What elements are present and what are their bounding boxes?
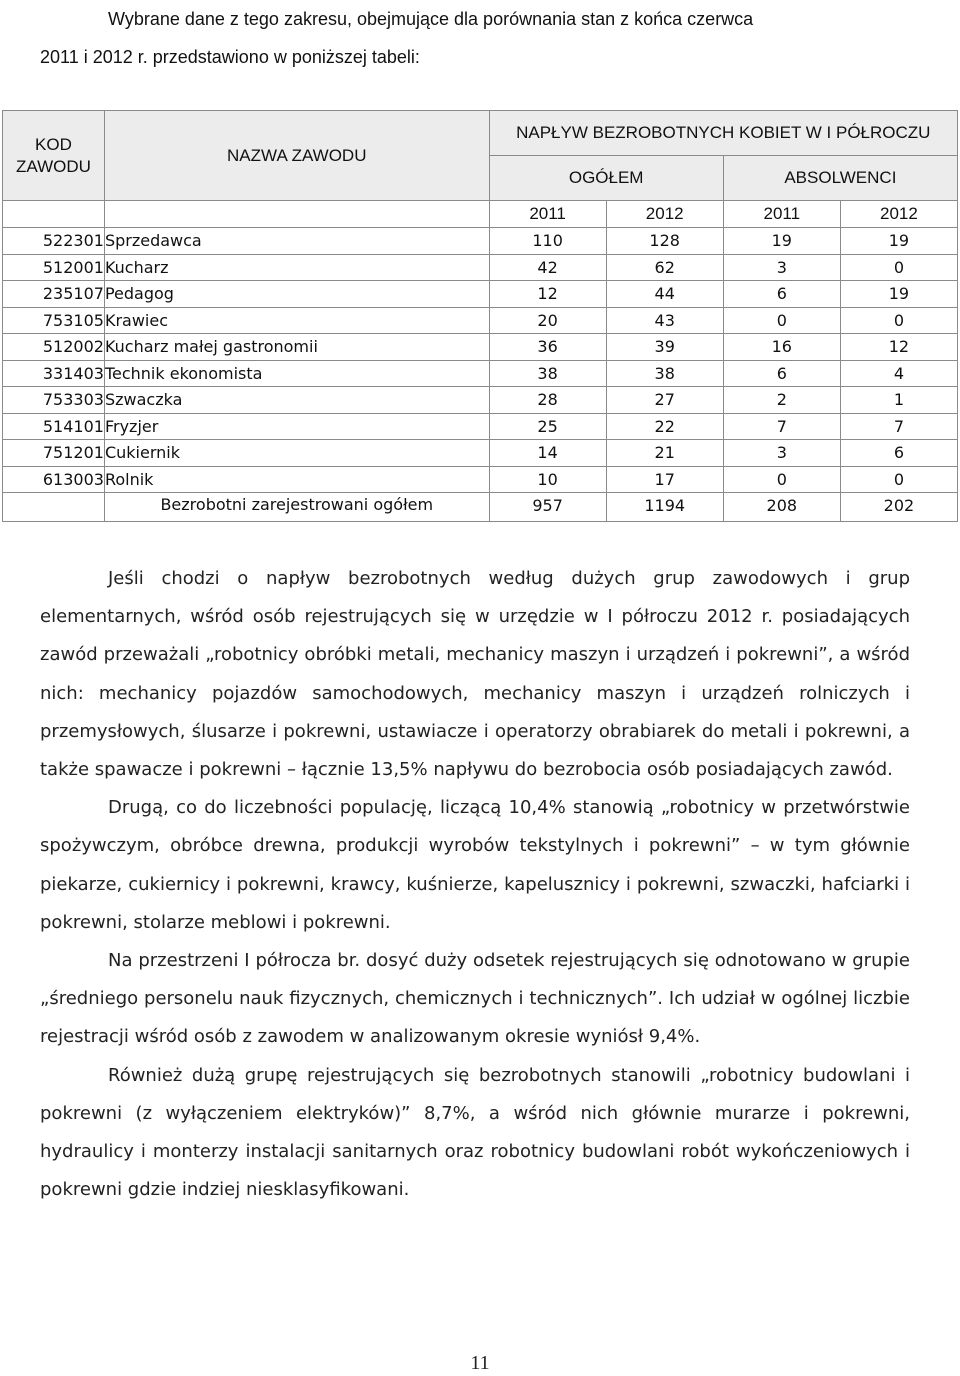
row-value: 42 (489, 254, 606, 281)
row-value: 27 (606, 387, 723, 414)
row-code: 751201 (3, 440, 105, 467)
header-year: 2011 (489, 201, 606, 228)
total-value: 208 (723, 493, 840, 522)
paragraph: Na przestrzeni I półrocza br. dosyć duży odsetek rejestrujących się odnotowano w grupie „średniego personelu nauk fizycznych, chemicznych i technicznych”. Ich udział w ogólnej liczbie rejestracji wśród osób z zawodem w analizowanym okresie wyniósł 9,4%. (40, 950, 910, 1048)
row-value: 6 (723, 281, 840, 308)
header-empty-code (3, 201, 105, 228)
row-value: 3 (723, 254, 840, 281)
total-value: 957 (489, 493, 606, 522)
table-row (3, 360, 958, 387)
row-value: 19 (723, 228, 840, 255)
row-value: 21 (606, 440, 723, 467)
intro-line-2: 2011 i 2012 r. przedstawiono w poniższej tabeli: (40, 47, 420, 67)
paragraph: Drugą, co do liczebności populację, liczącą 10,4% stanowią „robotnicy w przetwórstwie spożywczym, obróbce drewna, produkcji wyrobów tekstylnych i pokrewni” – w tym głównie piekarze, cukiernicy i pokrewni, krawcy, kuśnierze, kapelusznicy i pokrewni, szwaczki, hafciarki i pokrewni, stolarze meblowi i pokrewni. (40, 797, 910, 933)
table-row (3, 281, 958, 308)
header-year: 2012 (606, 201, 723, 228)
header-name: NAZWA ZAWODU (104, 111, 489, 201)
row-value: 22 (606, 413, 723, 440)
total-value: 202 (840, 493, 957, 522)
row-value: 12 (489, 281, 606, 308)
row-value: 0 (840, 307, 957, 334)
table-row (3, 334, 958, 361)
row-value: 10 (489, 466, 606, 493)
row-value: 19 (840, 281, 957, 308)
row-code: 753303 (3, 387, 105, 414)
table-row (3, 440, 958, 467)
row-value: 62 (606, 254, 723, 281)
row-value: 43 (606, 307, 723, 334)
row-value: 110 (489, 228, 606, 255)
row-code: 522301 (3, 228, 105, 255)
row-name: Sprzedawca (104, 228, 489, 255)
page-number: 11 (470, 1352, 490, 1374)
row-value: 7 (840, 413, 957, 440)
row-code: 331403 (3, 360, 105, 387)
row-code: 512001 (3, 254, 105, 281)
row-name: Kucharz (104, 254, 489, 281)
row-value: 128 (606, 228, 723, 255)
row-value: 39 (606, 334, 723, 361)
row-code: 235107 (3, 281, 105, 308)
row-name: Technik ekonomista (104, 360, 489, 387)
table-row (3, 387, 958, 414)
intro-line-1: Wybrane dane z tego zakresu, obejmujące dla porównania stan z końca czerwca (108, 9, 754, 29)
row-value: 0 (723, 307, 840, 334)
row-value: 36 (489, 334, 606, 361)
row-value: 20 (489, 307, 606, 334)
table-row (3, 466, 958, 493)
row-code: 514101 (3, 413, 105, 440)
paragraph: Również dużą grupę rejestrujących się bezrobotnych stanowili „robotnicy budowlani i pokrewni (z wyłączeniem elektryków)” 8,7%, a wśród nich głównie murarze i pokrewni, hydraulicy i monterzy instalacji sanitarnych oraz robotnicy budowlani robót wykończeniowych i pokrewni gdzie indziej niesklasyfikowani. (40, 1064, 910, 1201)
row-value: 25 (489, 413, 606, 440)
row-name: Pedagog (104, 281, 489, 308)
row-value: 3 (723, 440, 840, 467)
header-empty-name (104, 201, 489, 228)
row-value: 0 (723, 466, 840, 493)
row-value: 16 (723, 334, 840, 361)
row-value: 17 (606, 466, 723, 493)
row-value: 0 (840, 466, 957, 493)
total-row (3, 493, 958, 522)
intro-text (40, 0, 920, 76)
row-value: 38 (606, 360, 723, 387)
row-value: 6 (723, 360, 840, 387)
row-value: 28 (489, 387, 606, 414)
row-value: 12 (840, 334, 957, 361)
row-value: 44 (606, 281, 723, 308)
table-row (3, 254, 958, 281)
row-value: 38 (489, 360, 606, 387)
row-code: 753105 (3, 307, 105, 334)
row-value: 19 (840, 228, 957, 255)
header-total: OGÓŁEM (489, 156, 723, 201)
unemployment-table (2, 110, 958, 522)
row-value: 2 (723, 387, 840, 414)
header-year: 2012 (840, 201, 957, 228)
total-label: Bezrobotni zarejestrowani ogółem (104, 493, 489, 522)
row-value: 4 (840, 360, 957, 387)
row-name: Cukiernik (104, 440, 489, 467)
body-text (40, 560, 910, 1209)
header-code: KOD ZAWODU (3, 111, 105, 201)
row-value: 1 (840, 387, 957, 414)
row-value: 14 (489, 440, 606, 467)
row-value: 0 (840, 254, 957, 281)
total-code-cell (3, 493, 105, 522)
header-group: NAPŁYW BEZROBOTNYCH KOBIET W I PÓŁROCZU (489, 111, 957, 156)
header-graduates: ABSOLWENCI (723, 156, 957, 201)
row-code: 512002 (3, 334, 105, 361)
row-name: Fryzjer (104, 413, 489, 440)
row-value: 6 (840, 440, 957, 467)
total-value: 1194 (606, 493, 723, 522)
table-row (3, 413, 958, 440)
row-name: Szwaczka (104, 387, 489, 414)
row-name: Rolnik (104, 466, 489, 493)
row-value: 7 (723, 413, 840, 440)
header-year: 2011 (723, 201, 840, 228)
row-code: 613003 (3, 466, 105, 493)
table-row (3, 307, 958, 334)
row-name: Krawiec (104, 307, 489, 334)
row-name: Kucharz małej gastronomii (104, 334, 489, 361)
table-row (3, 228, 958, 255)
paragraph: Jeśli chodzi o napływ bezrobotnych według dużych grup zawodowych i grup elementarnych, wśród osób rejestrujących się w urzędzie w I półroczu 2012 r. posiadających zawód przeważali „robotnicy obróbki metali, mechanicy maszyn i urządzeń i pokrewni”, a wśród nich: mechanicy pojazdów samochodowych, mechanicy maszyn i urządzeń rolniczych i przemysłowych, ślusarze i pokrewni, ustawiacze i operatorzy obrabiarek do metali i pokrewni, a także spawacze i pokrewni – łącznie 13,5% napływu do bezrobocia osób posiadających zawód. (40, 568, 910, 781)
